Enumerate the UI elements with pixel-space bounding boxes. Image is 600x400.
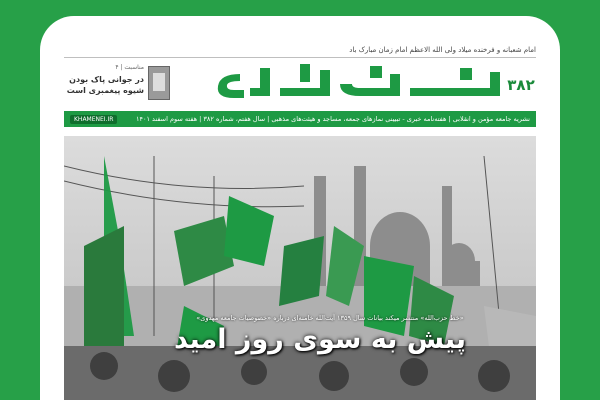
issue-number: ۳۸۲	[507, 76, 535, 94]
publication-logo	[210, 64, 510, 104]
side-teaser[interactable]	[64, 64, 172, 110]
masthead-info-text: نشریه جامعه مؤمن و انقلابی | هفته‌نامه خبری - تبیینی نمازهای جمعه، مساجد و هیئت‌های مذهبی | سال هفتم، شماره ۳۸۲ | هفته سوم اسفند ۱۴۰۱	[135, 115, 530, 123]
side-teaser-subtitle: مناسبت | ۴	[115, 64, 144, 71]
top-announcement: امام شعبانه و فرخنده میلاد ولی الله الاعظم امام زمان مبارک باد	[349, 46, 536, 54]
masthead-info-bar	[64, 111, 536, 127]
side-teaser-title: در جوانی پاک بودن شیوه پیغمبری است	[66, 75, 144, 95]
cover-photo	[64, 136, 536, 400]
logo-lettering	[218, 64, 500, 98]
newspaper-cover	[40, 16, 560, 400]
main-headline[interactable]: پیش به سوی روز امید	[173, 324, 467, 355]
side-teaser-thumbnail	[148, 66, 170, 100]
site-badge: KHAMENEI.IR	[70, 115, 117, 124]
photo-caption: «خط حزب‌الله» منتشر میکند بیانات سال ۱۳۵۹ آیت‌الله خامنه‌ای درباره «خصوصیات جامعه مهدوی»	[196, 314, 464, 322]
top-divider	[64, 57, 536, 58]
